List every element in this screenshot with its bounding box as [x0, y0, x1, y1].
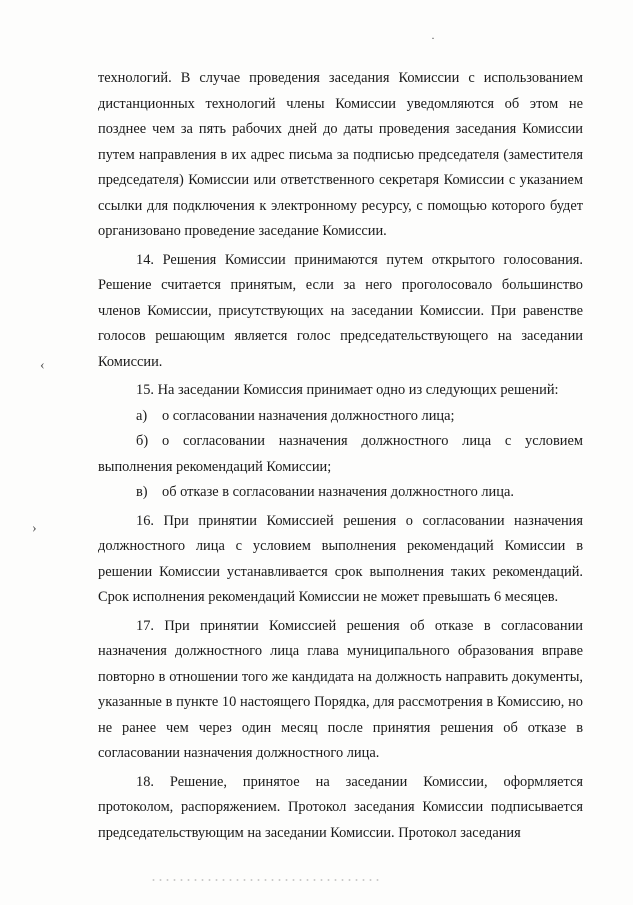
paragraph-13-continuation: технологий. В случае проведения заседания Комиссии с использованием дистанционных технологий члены Комиссии уведомляются об этом не позднее чем за пять рабочих дней до даты проведения заседания Комиссии путем направления в их адрес письма за подписью председателя (заместителя председателя) Комиссии или ответственного секретаря Комиссии с указанием ссылки для подключения к электронному ресурсу, с помощью которого будет организовано проведение заседание Комиссии. [98, 70, 583, 239]
margin-mark: › [32, 521, 37, 536]
list-item-b [98, 429, 583, 480]
scan-noise [150, 878, 380, 882]
paragraph-17: 17. При принятии Комиссией решения об отказе в согласовании назначения должностного лица глава муниципального образования вправе повторно в отношении того же кандидата на должность направить документы, указанные в пункте 10 настоящего Порядка, для рассмотрения в Комиссию, но не ранее чем через один месяц после принятия решения об отказе в согласовании назначения должностного лица. [98, 617, 583, 761]
margin-mark: ‹ [40, 358, 45, 373]
paragraph-16: 16. При принятии Комиссией решения о согласовании назначения должностного лица с условием выполнения рекомендаций Комиссии в решении Комиссии устанавливается срок выполнения таких рекомендаций. Срок исполнения рекомендаций Комиссии не может превышать 6 месяцев. [98, 512, 583, 605]
list-marker: в) [136, 484, 148, 500]
list-item-c [98, 480, 583, 506]
paragraph-15: 15. На заседании Комиссия принимает одно из следующих решений: [136, 382, 559, 398]
list-item-a [98, 404, 583, 430]
paragraph-18: 18. Решение, принятое на заседании Комиссии, оформляется протоколом, распоряжением. Протокол заседания Комиссии подписывается председательствующим на заседании Комиссии. Протокол заседания [98, 773, 583, 841]
list-item-text: о согласовании назначения должностного лица с условием выполнения рекомендаций Комиссии; [98, 433, 583, 475]
paragraph-14: 14. Решения Комиссии принимаются путем открытого голосования. Решение считается принятым, если за него проголосовало большинство членов Комиссии, присутствующих на заседании Комиссии. При равенстве голосов решающим является голос председательствующего на заседании Комиссии. [98, 251, 583, 370]
list-marker: а) [136, 407, 148, 424]
list-marker: б) [136, 433, 149, 449]
scan-speck: · [431, 31, 435, 45]
list-item-text: о согласовании назначения должностного лица; [162, 407, 455, 424]
document-body [98, 66, 583, 846]
list-item-text: об отказе в согласовании назначения должностного лица. [162, 484, 514, 500]
